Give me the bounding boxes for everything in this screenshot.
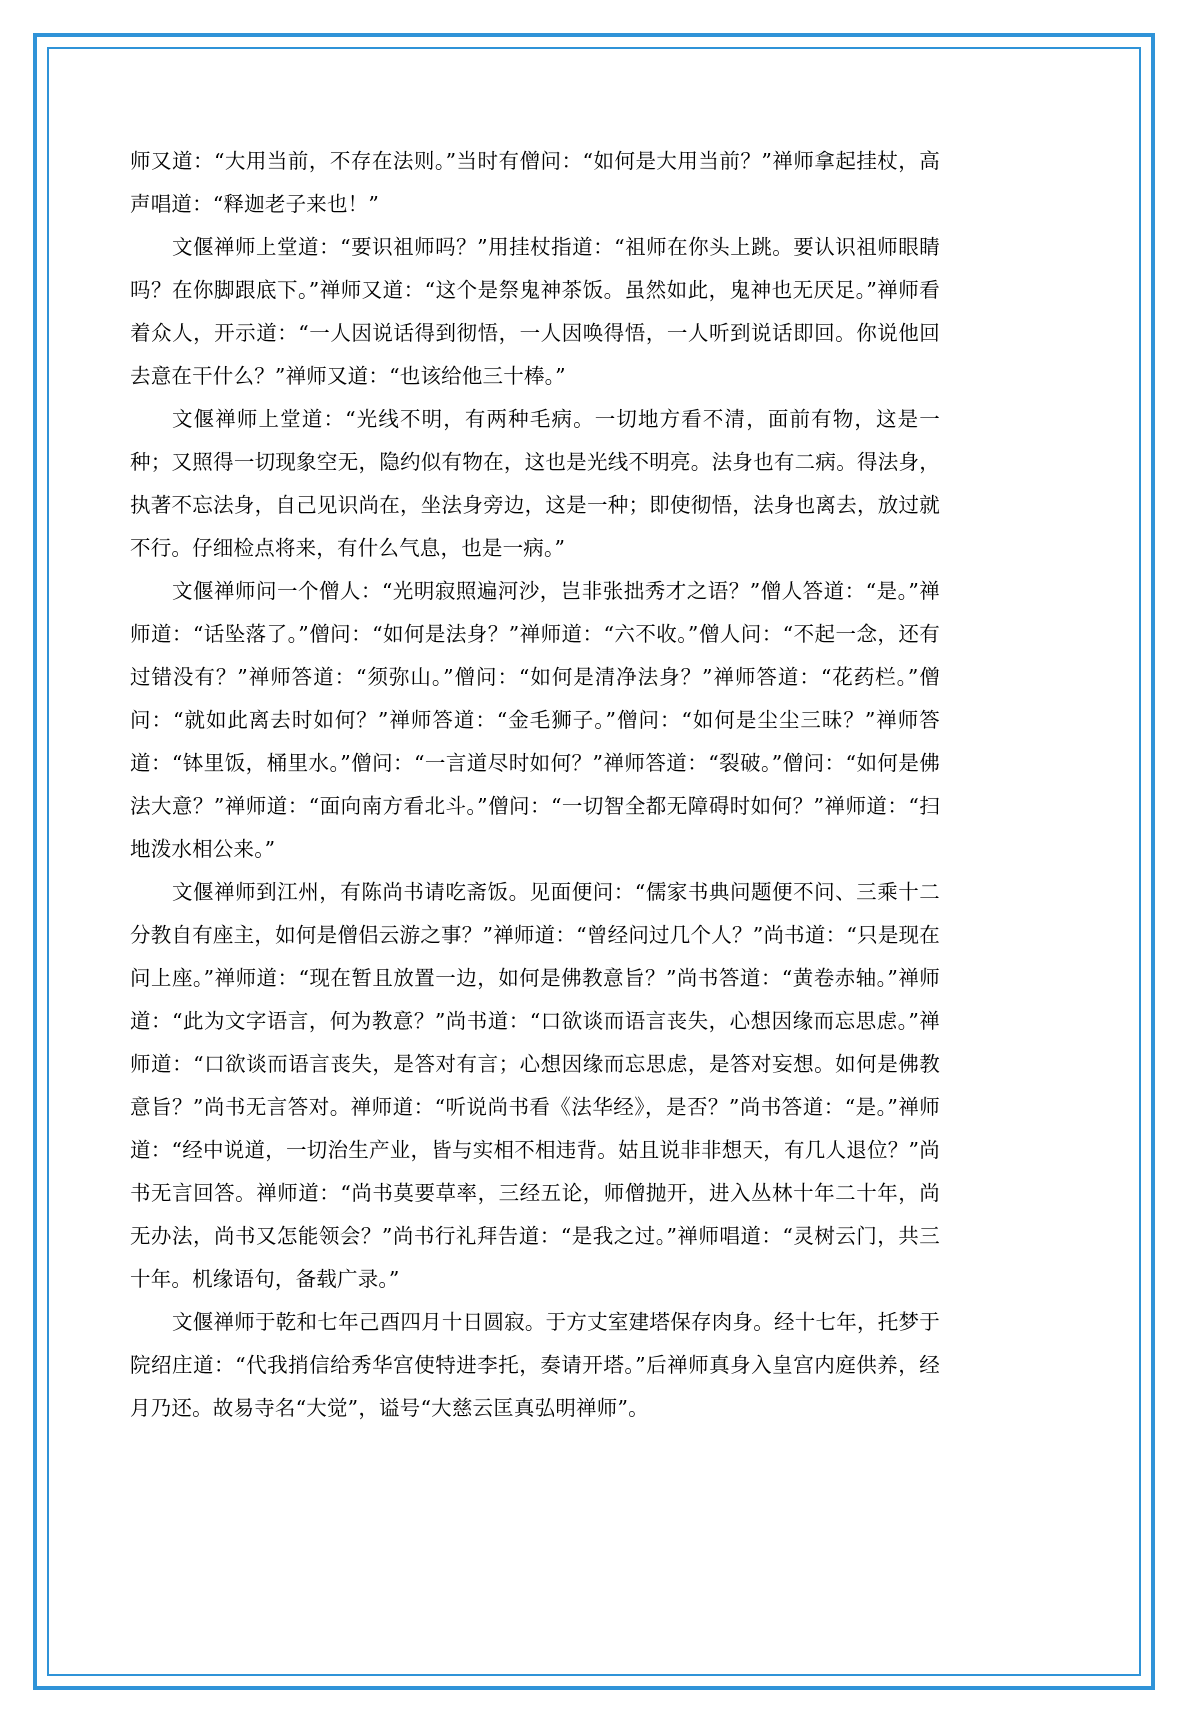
page-text-body	[130, 140, 940, 1430]
paragraph: 文偃禅师上堂道：“光线不明，有两种毛病。一切地方看不清，面前有物，这是一种；又照得一切现象空无，隐约似有物在，这也是光线不明亮。法身也有二病。得法身，执著不忘法身，自己见识尚在，坐法身旁边，这是一种；即使彻悟，法身也离去，放过就不行。仔细检点将来，有什么气息，也是一病。”	[130, 407, 940, 560]
paragraph: 文偃禅师到江州，有陈尚书请吃斋饭。见面便问：“儒家书典问题便不问、三乘十二分教自有座主，如何是僧侣云游之事？”禅师道：“曾经问过几个人？”尚书道：“只是现在问上座。”禅师道：“现在暂且放置一边，如何是佛教意旨？”尚书答道：“黄卷赤轴。”禅师道：“此为文字语言，何为教意？”尚书道：“口欲谈而语言丧失，心想因缘而忘思虑。”禅师道：“口欲谈而语言丧失，是答对有言；心想因缘而忘思虑，是答对妄想。如何是佛教意旨？”尚书无言答对。禅师道：“听说尚书看《法华经》，是否？”尚书答道：“是。”禅师道：“经中说道，一切治生产业，皆与实相不相违背。姑且说非非想天，有几人退位？”尚书无言回答。禅师道：“尚书莫要草率，三经五论，师僧抛开，进入丛林十年二十年，尚无办法，尚书又怎能领会？”尚书行礼拜告道：“是我之过。”禅师唱道：“灵树云门，共三十年。机缘语句，备载广录。”	[130, 880, 940, 1291]
paragraph: 文偃禅师问一个僧人：“光明寂照遍河沙，岂非张拙秀才之语？”僧人答道：“是。”禅师道：“话坠落了。”僧问：“如何是法身？”禅师道：“六不收。”僧人问：“不起一念，还有过错没有？”禅师答道：“须弥山。”僧问：“如何是清净法身？”禅师答道：“花药栏。”僧问：“就如此离去时如何？”禅师答道：“金毛狮子。”僧问：“如何是尘尘三昧？”禅师答道：“钵里饭，桶里水。”僧问：“一言道尽时如何？”禅师答道：“裂破。”僧问：“如何是佛法大意？”禅师道：“面向南方看北斗。”僧问：“一切智全都无障碍时如何？”禅师道：“扫地泼水相公来。”	[130, 579, 940, 861]
paragraph: 文偃禅师于乾和七年己酉四月十日圆寂。于方丈室建塔保存肉身。经十七年，托梦于院绍庄道：“代我捎信给秀华宫使特进李托，奏请开塔。”后禅师真身入皇宫内庭供养，经月乃还。故易寺名“大觉”，谥号“大慈云匡真弘明禅师”。	[130, 1310, 940, 1420]
paragraph: 文偃禅师上堂道：“要识祖师吗？”用挂杖指道：“祖师在你头上跳。要认识祖师眼睛吗？在你脚跟底下。”禅师又道：“这个是祭鬼神茶饭。虽然如此，鬼神也无厌足。”禅师看着众人，开示道：“一人因说话得到彻悟，一人因唤得悟，一人听到说话即回。你说他回去意在干什么？”禅师又道：“也该给他三十棒。”	[130, 235, 940, 388]
paragraph: 师又道：“大用当前，不存在法则。”当时有僧问：“如何是大用当前？”禅师拿起挂杖，高声唱道：“释迦老子来也！”	[130, 149, 940, 216]
